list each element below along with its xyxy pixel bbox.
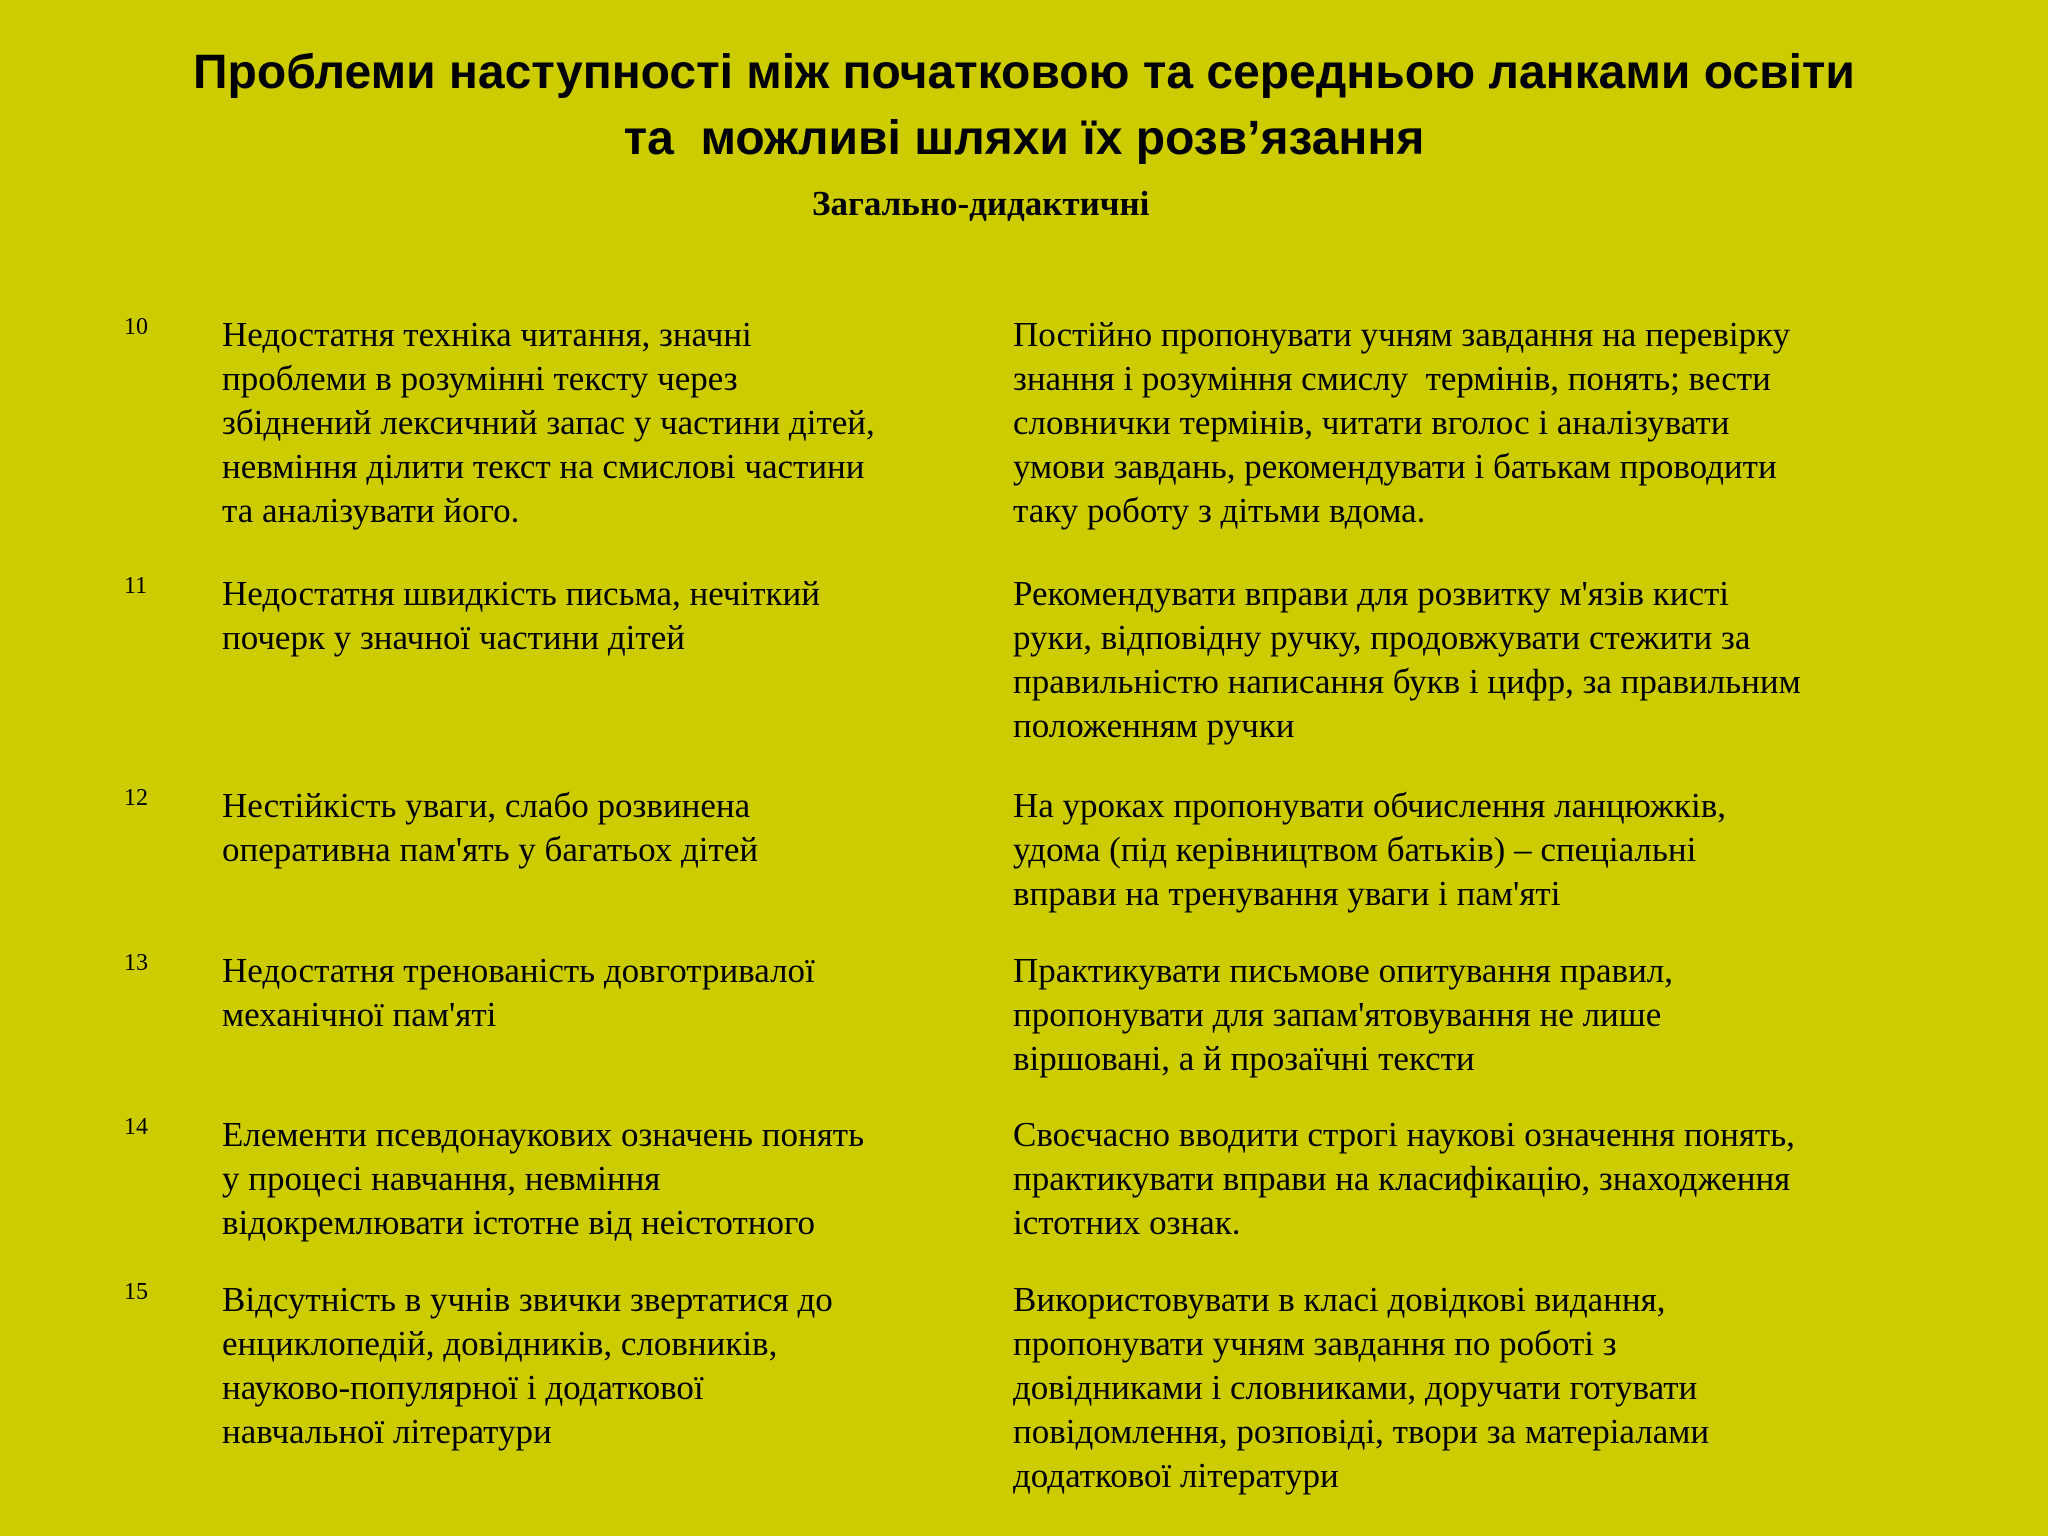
problem-text: Елементи псевдонаукових означень понять у процесі навчання, невміння відокремлювати істотне від неістотного: [222, 1115, 865, 1242]
row-number: 10: [124, 314, 148, 340]
solution-text: Рекомендувати вправи для розвитку м'язів кисті руки, відповідну ручку, продовжувати стежити за правильністю написання букв і цифр, за правильним положенням ручки: [1013, 574, 1801, 745]
solution-text: Практикувати письмове опитування правил, пропонувати для запам'ятовування не лише віршовані, а й прозаїчні тексти: [1013, 951, 1674, 1078]
problem-text: Відсутність в учнів звички звертатися до енциклопедій, довідників, словників, науково-популярної і додаткової навчальної літератури: [222, 1280, 833, 1451]
solution-text: На уроках пропонувати обчислення ланцюжків, удома (під керівництвом батьків) – спеціальні вправи на тренування уваги і пам'яті: [1013, 786, 1727, 913]
title-line-2: та можливі шляхи їх розв’язання: [623, 112, 1425, 165]
row-number: 12: [124, 785, 148, 811]
problem-text: Недостатня тренованість довготривалої механічної пам'яті: [222, 951, 815, 1034]
solution-text: Своєчасно вводити строгі наукові означення понять, практикувати вправи на класифікацію, знаходження істотних ознак.: [1013, 1115, 1795, 1242]
row-number: 14: [124, 1114, 148, 1140]
row-number: 13: [124, 950, 148, 976]
problem-text: Недостатня швидкість письма, нечіткий почерк у значної частини дітей: [222, 574, 820, 657]
problem-text: Недостатня техніка читання, значні проблеми в розумінні тексту через збіднений лексичний запас у частини дітей, невміння ділити текст на смислові частини та аналізувати його.: [222, 315, 875, 530]
page-title: [0, 40, 2048, 172]
solution-text: Постійно пропонувати учням завдання на перевірку знання і розуміння смислу термінів, понять; вести словнички термінів, читати вголос і аналізувати умови завдань, рекомендувати і батькам проводити таку роботу з дітьми вдома.: [1013, 315, 1791, 530]
section-subtitle: Загально-дидактичні: [812, 184, 1150, 223]
row-number: 11: [124, 573, 148, 599]
title-line-1: Проблеми наступності між початковою та середньою ланками освіти: [193, 46, 1855, 99]
solution-text: Використовувати в класі довідкові видання, пропонувати учням завдання по роботі з довідниками і словниками, доручати готувати повідомлення, розповіді, твори за матеріалами додаткової літератури: [1013, 1280, 1710, 1495]
row-number: 15: [124, 1279, 148, 1305]
problem-text: Нестійкість уваги, слабо розвинена оперативна пам'ять у багатьох дітей: [222, 786, 759, 869]
